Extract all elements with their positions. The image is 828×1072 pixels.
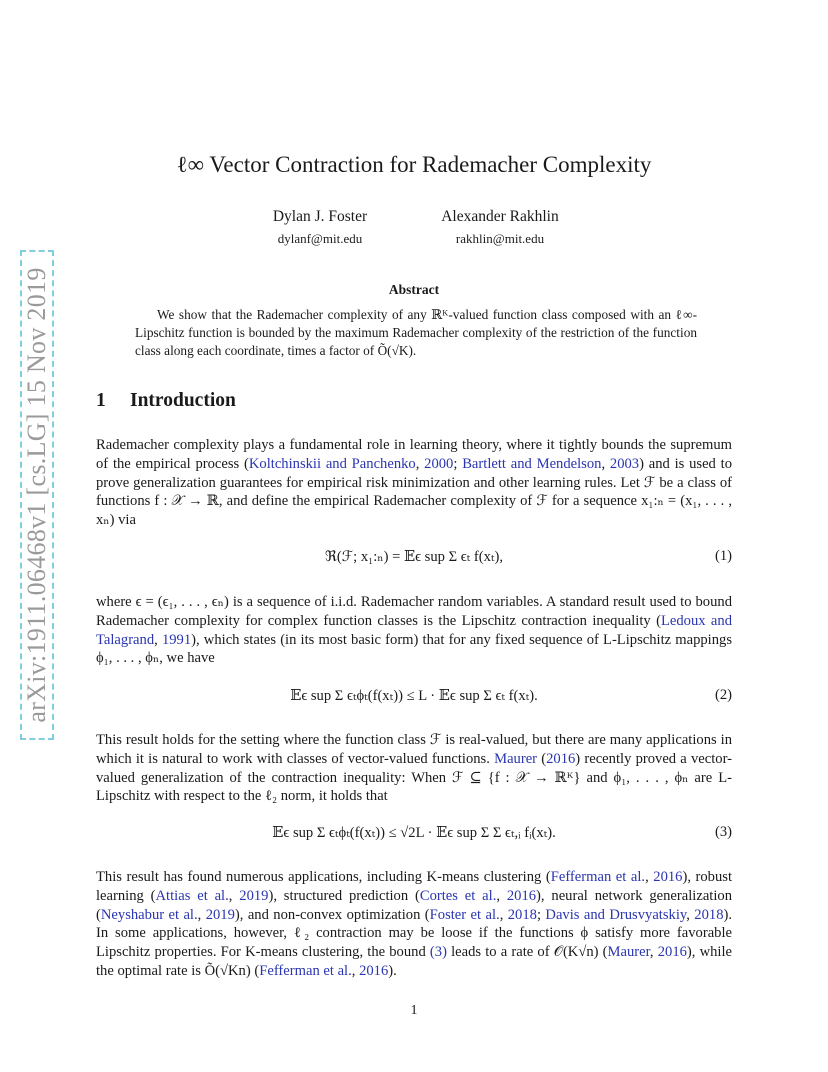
citation-link[interactable]: Maurer: [607, 944, 650, 961]
text-run: Rademacher complexity plays a fundamental role in learning theory, where it tightly bounds the supremum of the empirical process (: [96, 437, 732, 472]
text-run: ), robust learning (: [96, 869, 732, 904]
citation-year-link[interactable]: 2019: [205, 906, 235, 923]
author-2: [415, 208, 585, 247]
citation-link[interactable]: Foster et al.: [429, 906, 500, 923]
citation-link[interactable]: Koltchinskii and Panchenko: [248, 455, 416, 472]
section-title: Introduction: [130, 390, 236, 411]
section-heading: [96, 390, 236, 412]
paragraph-1: Rademacher complexity plays a fundamental role in learning theory, where it tightly bounds the supremum of the empirical process (Koltchinskii and Panchenko, 2000; Bartlett and Mendelson, 2003) and is used to prove generalization guarantees for empirical risk minimization and other learning rules. Let ℱ be a class of functions f : 𝒳 → ℝ, and define the empirical Rademacher complexity of ℱ for a sequence x₁:ₙ = (x₁, . . . , xₙ) via: [96, 437, 732, 529]
citation-link[interactable]: Fefferman et al.: [550, 869, 646, 885]
citation-link[interactable]: Davis and Drusvyatskiy: [545, 906, 687, 923]
equation-ref-link[interactable]: (3): [429, 944, 447, 961]
citation-link[interactable]: Attias et al.: [155, 887, 229, 904]
author-name: Alexander Rakhlin: [441, 208, 559, 225]
text-run: where ϵ = (ϵ₁, . . . , ϵₙ) is a sequence of i.i.d. Rademacher random variables. A standard result used to bound Rademacher complexity for complex function classes is the Lipschitz contraction inequality (: [96, 594, 732, 629]
text-run: ), which states (in its most basic form) that for any fixed sequence of L-Lipschitz mappings ϕ₁, . . . , ϕₙ, we have: [96, 631, 733, 667]
citation-link[interactable]: Cortes et al.: [419, 887, 497, 904]
citation-year-link[interactable]: 2016: [506, 887, 537, 904]
page-number: 1: [410, 1003, 418, 1018]
text-run: ), while the optimal rate is Õ(√Kn) (: [96, 944, 732, 979]
citation-link[interactable]: Neyshabur et al.: [100, 906, 198, 923]
text-run: ).: [388, 962, 397, 979]
equation-body: 𝔼ϵ sup Σ ϵₜϕₜ(f(xₜ)) ≤ L · 𝔼ϵ sup Σ ϵₜ f(xₜ).: [290, 688, 538, 704]
citation-year-link[interactable]: 2016: [657, 944, 687, 961]
citation-year-link[interactable]: 2016: [359, 962, 389, 979]
text-run: This result holds for the setting where the function class ℱ is real-valued, but there are many applications in which it is natural to work with classes of vector-valued functions.: [96, 732, 732, 767]
text-run: leads to a rate of 𝒪(K√n) (: [446, 944, 608, 961]
citation-year-link[interactable]: 1991: [161, 631, 192, 648]
citation-year-link[interactable]: 2019: [239, 887, 269, 904]
paragraph-3: This result holds for the setting where the function class ℱ is real-valued, but there are many applications in which it is natural to work with classes of vector-valued functions. Maurer (2016) recently proved a vector-valued generalization of the contraction inequality: When ℱ ⊆ {f : 𝒳 → ℝᴷ} and ϕ₁, . . . , ϕₙ are L-Lipschitz with respect to the ℓ₂ norm, it holds that: [96, 732, 732, 805]
citation-year-link[interactable]: 2018: [507, 906, 537, 923]
author-1: [250, 208, 390, 247]
paper-title: ℓ∞ Vector Contraction for Rademacher Complexity: [176, 152, 652, 177]
equation-number: (3): [714, 824, 732, 840]
text-run: ) and is used to prove generalization guarantees for empirical risk minimization and other learning rules. Let ℱ be a class of functions f : 𝒳 → ℝ, and define the empirical Rademacher complexity of ℱ for a sequence x₁:ₙ = (x₁, . . . , xₙ) via: [96, 455, 732, 529]
abstract-heading: Abstract: [388, 282, 440, 297]
citation-year-link[interactable]: 2016: [546, 750, 576, 767]
text-run: ), structured prediction (: [268, 887, 420, 904]
citation-year-link[interactable]: 2003: [609, 455, 640, 472]
author-name: Dylan J. Foster: [272, 208, 368, 225]
author-email: dylanf@mit.edu: [277, 231, 363, 246]
text-run: ), and non-convex optimization (: [234, 906, 430, 923]
equation-number: (1): [714, 548, 732, 564]
equation-body: 𝔼ϵ sup Σ ϵₜϕₜ(f(xₜ)) ≤ √2L · 𝔼ϵ sup Σ Σ ϵₜ,ᵢ fᵢ(xₜ).: [272, 825, 556, 841]
text-run: ). In some applications, however, ℓ₂ contraction may be loose if the functions ϕ satisfy more favorable Lipschitz properties. For K-means clustering, the bound: [96, 906, 732, 961]
author-email: rakhlin@mit.edu: [455, 231, 545, 246]
citation-link[interactable]: Fefferman et al.: [259, 962, 352, 979]
abstract-text: [135, 306, 697, 360]
paragraph-2: where ϵ = (ϵ₁, . . . , ϵₙ) is a sequence of i.i.d. Rademacher random variables. A standard result used to bound Rademacher complexity for complex function classes is the Lipschitz contraction inequality (Ledoux and Talagrand, 1991), which states (in its most basic form) that for any fixed sequence of L-Lipschitz mappings ϕ₁, . . . , ϕₙ, we have: [96, 594, 733, 667]
text-run: ), neural network generalization (: [96, 887, 733, 923]
citation-year-link[interactable]: 2016: [653, 869, 683, 885]
text-run: recently proved a vector-valued generalization of the contraction inequality: When ℱ ⊆ {f : 𝒳 → ℝᴷ} and ϕ₁, . . . , ϕₙ are L-Lipschitz with respect to the ℓ₂ norm, it holds that: [96, 750, 732, 805]
equation-number: (2): [714, 687, 732, 703]
arxiv-stamp[interactable]: arXiv:1911.06468v1 [cs.LG] 15 Nov 2019: [22, 267, 51, 723]
citation-link[interactable]: Ledoux and Talagrand: [96, 612, 732, 648]
citation-link[interactable]: Maurer: [494, 750, 538, 767]
text-run: This result has found numerous applications, including K-means clustering (: [96, 869, 551, 885]
abstract-body: We show that the Rademacher complexity of any ℝᴷ-valued function class composed with an ℓ∞-Lipschitz function is bounded by the maximum Rademacher complexity of the restriction of the function class along each coordinate, times a factor of Õ(√K).: [135, 307, 697, 358]
citation-year-link[interactable]: 2000: [424, 455, 454, 472]
equation-body: ℜ(ℱ; x₁:ₙ) = 𝔼ϵ sup Σ ϵₜ f(xₜ),: [324, 549, 504, 565]
citation-link[interactable]: Bartlett and Mendelson: [462, 455, 602, 472]
section-number: 1: [96, 390, 106, 411]
paragraph-4: This result has found numerous applications, including K-means clustering (Fefferman et al., 2016), robust learning (Attias et al., 2019), structured prediction (Cortes et al., 2016), neural network generalization (Neyshabur et al., 2019), and non-convex optimization (Foster et al., 2018; Davis and Drusvyatskiy, 2018). In some applications, however, ℓ₂ contraction may be loose if the functions ϕ satisfy more favorable Lipschitz properties. For K-means clustering, the bound (3) leads to a rate of 𝒪(K√n) (Maurer, 2016), while the optimal rate is Õ(√Kn) (Fefferman et al., 2016).: [96, 869, 733, 979]
citation-year-link[interactable]: 2018: [694, 906, 724, 923]
